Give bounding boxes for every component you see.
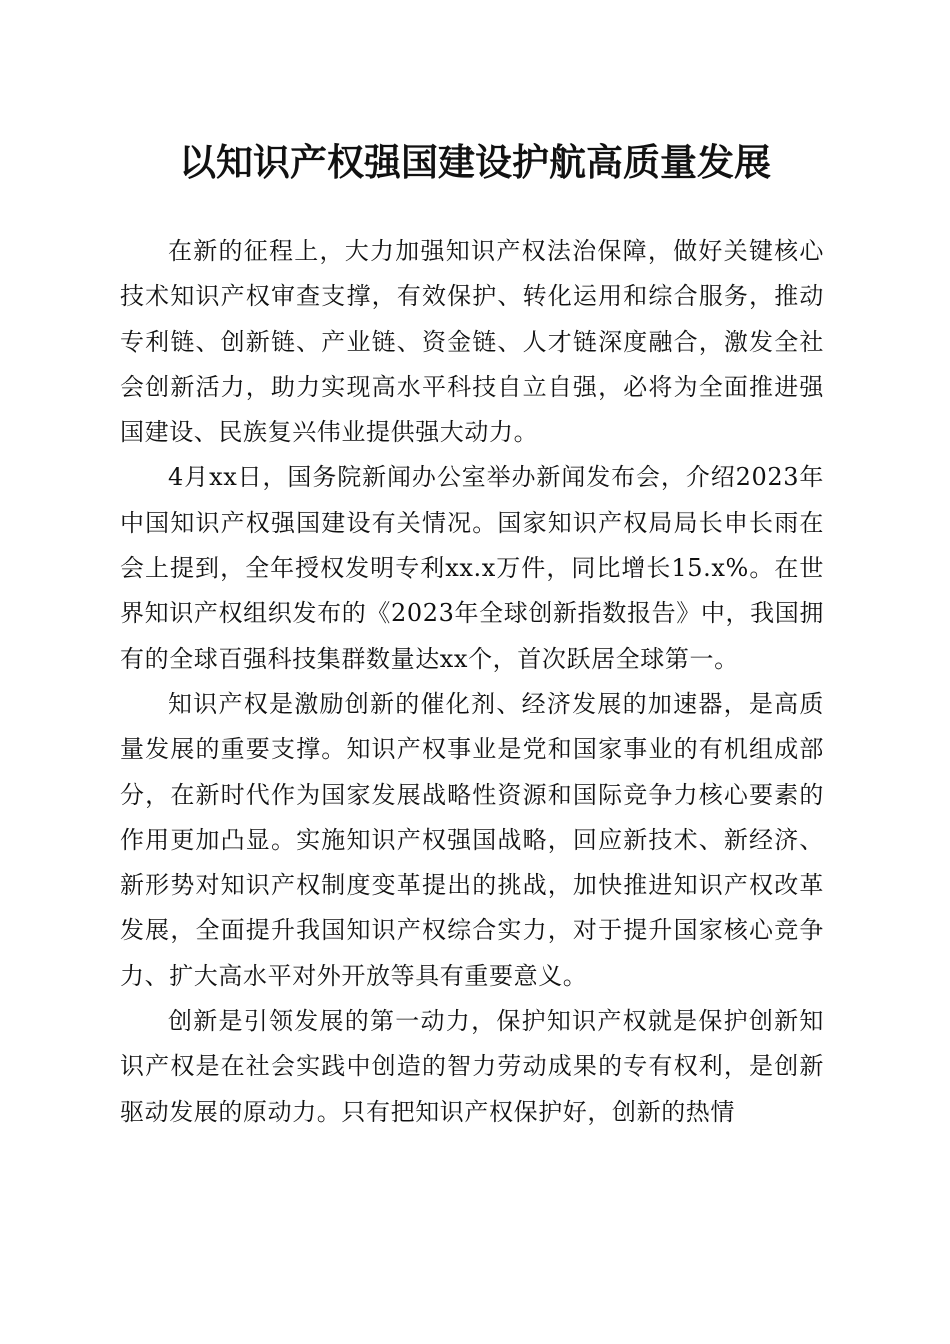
paragraph-1: 在新的征程上，大力加强知识产权法治保障，做好关键核心技术知识产权审查支撑，有效保护、转化运用和综合服务，推动专利链、创新链、产业链、资金链、人才链深度融合，激发全社会创新活力，助力实现高水平科技自立自强，必将为全面推进强国建设、民族复兴伟业提供强大动力。	[120, 237, 824, 447]
document-title: 以知识产权强国建设护航高质量发展	[179, 140, 771, 184]
document-body	[120, 229, 824, 1135]
paragraph-3: 知识产权是激励创新的催化剂、经济发展的加速器，是高质量发展的重要支撑。知识产权事业是党和国家事业的有机组成部分，在新时代作为国家发展战略性资源和国际竞争力核心要素的作用更加凸显。实施知识产权强国战略，回应新技术、新经济、新形势对知识产权制度变革提出的挑战，加快推进知识产权改革发展，全面提升我国知识产权综合实力，对于提升国家核心竞争力、扩大高水平对外开放等具有重要意义。	[120, 689, 824, 990]
paragraph-4: 创新是引领发展的第一动力，保护知识产权就是保护创新知识产权是在社会实践中创造的智力劳动成果的专有权利，是创新驱动发展的原动力。只有把知识产权保护好，创新的热情	[120, 1007, 824, 1126]
paragraph-2: 4月xx日，国务院新闻办公室举办新闻发布会，介绍2023年中国知识产权强国建设有关情况。国家知识产权局局长申长雨在会上提到，全年授权发明专利xx.x万件，同比增长15.x%。在世界知识产权组织发布的《2023年全球创新指数报告》中，我国拥有的全球百强科技集群数量达xx个，首次跃居全球第一。	[120, 463, 824, 673]
